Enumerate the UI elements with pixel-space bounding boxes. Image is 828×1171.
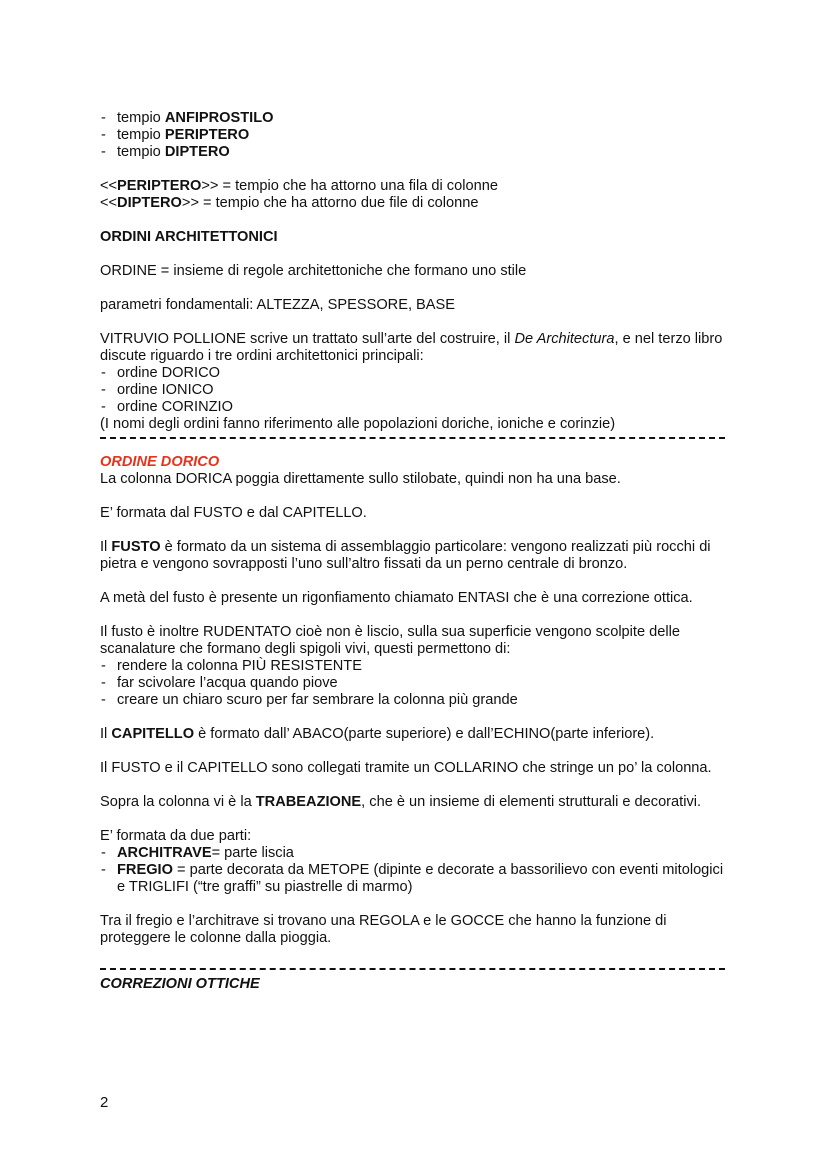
temple-name: ANFIPROSTILO xyxy=(164,110,274,126)
list-item: - tempio PERIPTERO xyxy=(100,127,730,144)
ordine-definition: ORDINE = insieme di regole architettoniche che formano uno stile xyxy=(100,263,527,279)
paragraph: Il FUSTO e il CAPITELLO sono collegati tramite un COLLARINO che stringe un po’ la colonna. xyxy=(100,760,712,776)
section-heading: ORDINI ARCHITETTONICI xyxy=(100,229,278,245)
list-item: - rendere la colonna PIÙ RESISTENTE xyxy=(100,658,730,675)
page-content xyxy=(100,110,730,993)
temple-name: DIPTERO xyxy=(164,144,230,160)
list-item: - ordine DORICO xyxy=(100,365,730,382)
list-item: - ordine CORINZIO xyxy=(100,399,730,416)
list-item: - ordine IONICO xyxy=(100,382,730,399)
temple-name: PERIPTERO xyxy=(164,127,250,143)
section-heading-correzioni: CORREZIONI OTTICHE xyxy=(100,976,260,992)
paragraph: A metà del fusto è presente un rigonfiamento chiamato ENTASI che è una correzione ottica. xyxy=(100,590,693,606)
paragraph: E’ formata da due parti: xyxy=(100,828,252,844)
paragraph: Tra il fregio e l’architrave si trovano una REGOLA e le GOCCE che hanno la funzione di proteggere le colonne dalla pioggia. xyxy=(100,913,667,946)
definition-diptero: <<DIPTERO>> = tempio che ha attorno due file di colonne xyxy=(100,195,479,211)
paragraph: La colonna DORICA poggia direttamente sullo stilobate, quindi non ha una base. xyxy=(100,471,621,487)
list-item: - FREGIO = parte decorata da METOPE (dipinte e decorate a bassorilievo con eventi mitologici e TRIGLIFI (“tre graffi” su piastrelle di marmo) xyxy=(100,862,730,896)
dashed-divider xyxy=(100,437,725,439)
dashed-divider xyxy=(100,968,725,970)
list-item: - tempio ANFIPROSTILO xyxy=(100,110,730,127)
capitello-paragraph: Il CAPITELLO è formato dall’ ABACO(parte superiore) e dall’ECHINO(parte inferiore). xyxy=(100,726,655,742)
list-item: - creare un chiaro scuro per far sembrare la colonna più grande xyxy=(100,692,730,709)
vitruvio-paragraph: VITRUVIO POLLIONE scrive un trattato sull’arte del costruire, il De Architectura, e nel terzo libro discute riguardo i tre ordini architettonici principali: xyxy=(100,331,723,364)
ordini-note: (I nomi degli ordini fanno riferimento alle popolazioni doriche, ioniche e corinzie) xyxy=(100,416,616,432)
list-item: - ARCHITRAVE= parte liscia xyxy=(100,845,730,862)
definition-periptero: <<PERIPTERO>> = tempio che ha attorno una fila di colonne xyxy=(100,178,498,194)
page-number: 2 xyxy=(100,1094,109,1111)
paragraph: Il fusto è inoltre RUDENTATO cioè non è liscio, sulla sua superficie vengono scolpite delle scanalature che formano degli spigoli vivi, questi permettono di: xyxy=(100,624,680,657)
fusto-paragraph: Il FUSTO è formato da un sistema di assemblaggio particolare: vengono realizzati più rocchi di pietra e vengono sovrapposti l’uno sull’altro fissati da un perno centrale di bronzo. xyxy=(100,539,711,572)
section-heading-dorico: ORDINE DORICO xyxy=(100,454,220,470)
paragraph: E’ formata dal FUSTO e dal CAPITELLO. xyxy=(100,505,367,521)
list-item: - far scivolare l’acqua quando piove xyxy=(100,675,730,692)
parametri-text: parametri fondamentali: ALTEZZA, SPESSORE, BASE xyxy=(100,297,455,313)
trabeazione-paragraph: Sopra la colonna vi è la TRABEAZIONE, che è un insieme di elementi strutturali e decorativi. xyxy=(100,794,702,810)
list-item: - tempio DIPTERO xyxy=(100,144,730,161)
